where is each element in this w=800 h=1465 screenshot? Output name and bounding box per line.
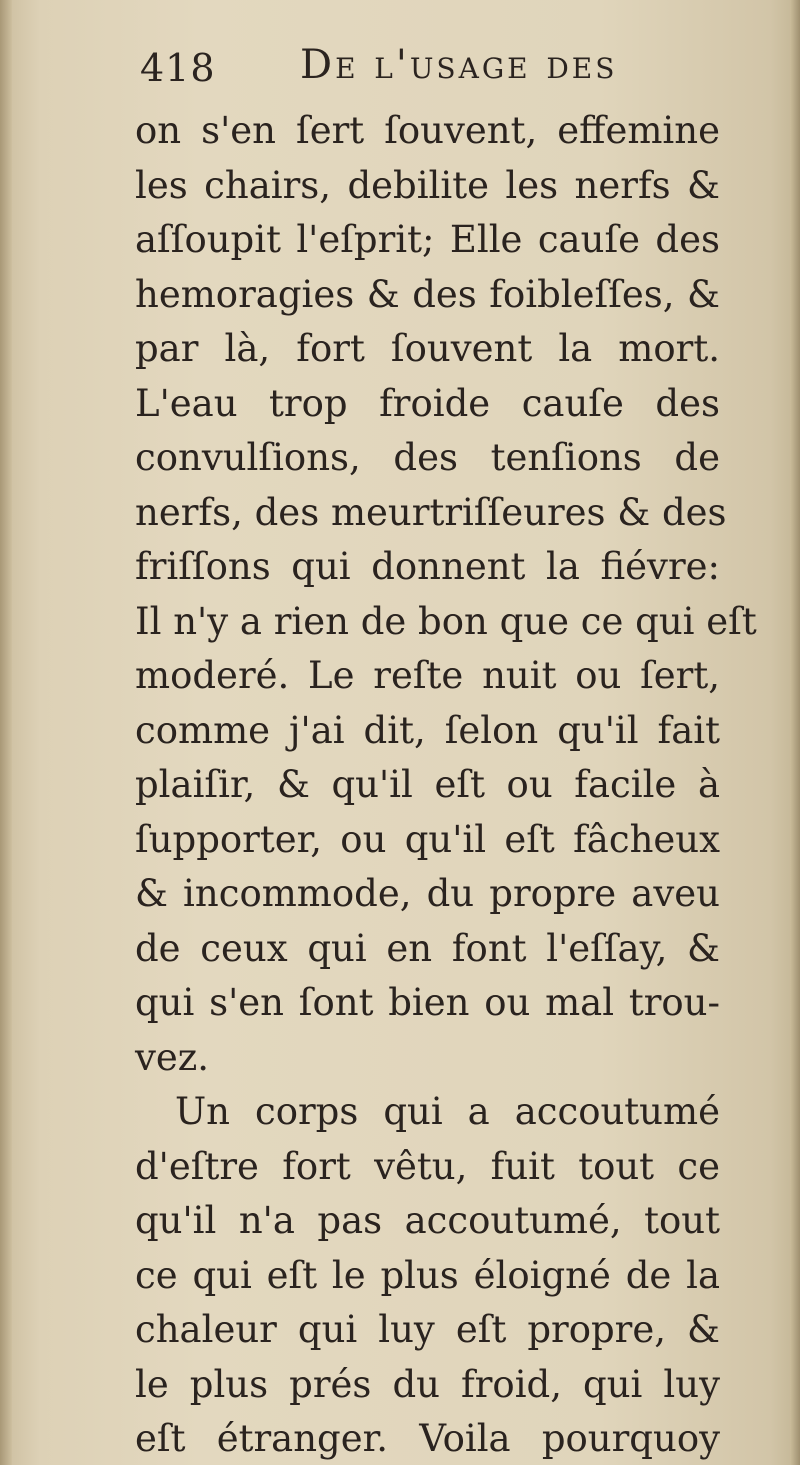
text-line: qu'il n'a pas accoutumé, tout [135,1199,720,1242]
text-line: & incommode, du propre aveu [135,872,720,915]
page-edge-shadow [790,0,800,1465]
text-line: ce qui eſt le plus éloigné de la [135,1253,720,1297]
text-line: convulſions, des tenſions de [135,436,720,479]
text-line: le plus prés du froid, qui luy [135,1362,720,1406]
text-line: par là, fort ſouvent la mort. [135,327,720,370]
page-gutter-shadow [0,0,12,1465]
text-line: ſupporter, ou qu'il eſt fâcheux [135,817,720,861]
text-line: hemoragies & des foibleſſes, & [135,272,720,316]
body-text [135,104,757,1465]
text-line: comme j'ai dit, ſelon qu'il fait [135,708,720,752]
text-line: friſſons qui donnent la fiévre: [135,545,720,588]
running-title: De l'usage des [300,42,618,88]
text-line: chaleur qui luy eſt propre, & [135,1308,720,1351]
text-line: L'eau trop froide cauſe des [135,381,720,425]
running-head [140,38,700,98]
text-line: Il n'y a rien de bon que ce qui eſt [135,599,757,643]
text-line: d'eſtre fort vêtu, fuit tout ce [135,1144,720,1188]
text-line: Un corps qui a accoutumé [175,1090,720,1133]
text-line: eſt étranger. Voila pourquoy [135,1417,720,1460]
text-line: de ceux qui en font l'eſſay, & [135,926,720,970]
text-line: vez. [135,1035,210,1079]
text-line: on s'en ſert ſouvent, effemine [135,109,720,152]
text-line: nerfs, des meurtriſſeures & des [135,490,727,534]
text-line: aſſoupit l'eſprit; Elle cauſe des [135,218,720,261]
text-line: les chairs, debilite les nerfs & [135,163,720,207]
text-line: moderé. Le reſte nuit ou ſert, [135,654,720,697]
text-line: plaiſir, & qu'il eſt ou facile à [135,763,720,806]
text-line: qui s'en ſont bien ou mal trou- [135,981,720,1024]
page-number: 418 [140,46,216,90]
